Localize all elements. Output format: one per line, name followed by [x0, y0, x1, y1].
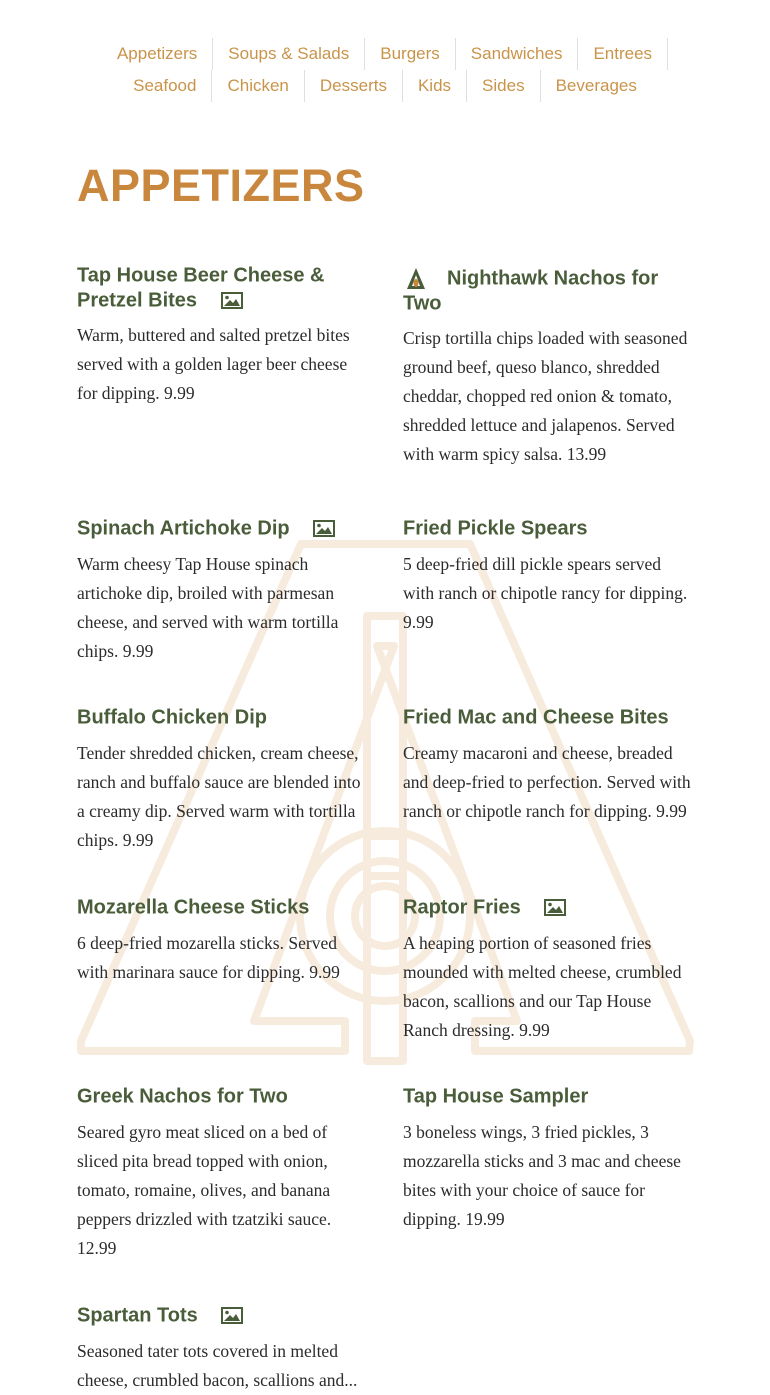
menu-item-name: Fried Mac and Cheese Bites	[403, 706, 669, 729]
menu-item-name: Spartan Tots	[77, 1304, 198, 1327]
menu-item	[77, 1084, 367, 1263]
menu-item-title	[77, 705, 367, 730]
menu-item-title	[403, 705, 693, 730]
menu-item-title	[77, 1303, 367, 1328]
menu-item-title	[403, 1084, 693, 1109]
image-icon[interactable]	[221, 292, 243, 309]
category-nav	[0, 38, 770, 102]
menu-item-description: 5 deep-fried dill pickle spears served with ranch or chipotle rancy for dipping. 9.99	[403, 553, 688, 632]
menu-item-description: 3 boneless wings, 3 fried pickles, 3 mozzarella sticks and 3 mac and cheese bites with your choice of sauce for dipping. 19.99	[403, 1121, 681, 1229]
menu-item-name: Fried Pickle Spears	[403, 517, 588, 540]
menu-item-name: Nighthawk Nachos for Two	[403, 267, 659, 315]
menu-item	[77, 516, 367, 666]
menu-item-name: Buffalo Chicken Dip	[77, 706, 268, 729]
image-icon[interactable]	[544, 899, 566, 916]
section-title: APPETIZERS	[77, 160, 365, 211]
menu-item-description: Warm cheesy Tap House spinach artichoke dip, broiled with parmesan cheese, and served with warm tortilla chips. 9.99	[77, 553, 339, 661]
menu-item-description: Seared gyro meat sliced on a bed of sliced pita bread topped with onion, tomato, romaine, olives, and banana peppers drizzled with tzatziki sauce. 12.99	[77, 1121, 332, 1258]
menu-item-name: Greek Nachos for Two	[77, 1085, 288, 1108]
menu-item	[77, 1303, 367, 1395]
menu-item	[77, 263, 367, 408]
image-icon[interactable]	[221, 1307, 243, 1324]
menu-item	[403, 895, 693, 1045]
menu-item-title	[77, 263, 367, 312]
menu-item	[77, 705, 367, 855]
menu-item	[403, 1084, 693, 1234]
menu-item-title	[77, 895, 367, 920]
menu-item-title	[403, 266, 693, 315]
nav-row-1	[0, 38, 770, 70]
nav-sandwiches[interactable]: Sandwiches	[456, 38, 579, 70]
menu-item-name: Spinach Artichoke Dip	[77, 517, 290, 540]
menu-item-description: Tender shredded chicken, cream cheese, ranch and buffalo sauce are blended into a creamy dip. Served warm with tortilla chips. 9.99	[77, 742, 361, 850]
menu-item-name: Tap House Beer Cheese & Pretzel Bites	[77, 264, 325, 312]
nav-desserts[interactable]: Desserts	[305, 70, 403, 102]
menu-item	[403, 705, 693, 826]
menu-item-description: Crisp tortilla chips loaded with seasoned ground beef, queso blanco, shredded cheddar, chopped red onion & tomato, shredded lettuce and jalapenos. Served with warm spicy salsa. 13.99	[403, 328, 688, 465]
nav-sides[interactable]: Sides	[467, 70, 541, 102]
nav-entrees[interactable]: Entrees	[578, 38, 668, 70]
image-icon[interactable]	[313, 520, 335, 537]
nav-soups-salads[interactable]: Soups & Salads	[213, 38, 365, 70]
menu-item	[403, 266, 693, 469]
menu-item-description: Warm, buttered and salted pretzel bites served with a golden lager beer cheese for dipping. 9.99	[77, 325, 350, 404]
menu-item-title	[77, 1084, 367, 1109]
menu-item-description: Seasoned tater tots covered in melted cheese, crumbled bacon, scallions and...	[77, 1340, 358, 1390]
nav-row-2	[0, 70, 770, 102]
menu-item	[77, 895, 367, 987]
menu-item-title	[403, 516, 693, 541]
nav-beverages[interactable]: Beverages	[555, 76, 637, 95]
menu-item-name: Mozarella Cheese Sticks	[77, 896, 310, 919]
menu-item	[403, 516, 693, 637]
nav-seafood[interactable]: Seafood	[118, 70, 212, 102]
menu-item-name: Raptor Fries	[403, 896, 521, 919]
menu-item-title	[77, 516, 367, 541]
menu-item-title	[403, 895, 693, 920]
menu-item-name: Tap House Sampler	[403, 1085, 589, 1108]
nav-appetizers[interactable]: Appetizers	[102, 38, 213, 70]
menu-item-description: Creamy macaroni and cheese, breaded and deep-fried to perfection. Served with ranch or chipotle ranch for dipping. 9.99	[403, 742, 691, 821]
nav-burgers[interactable]: Burgers	[365, 38, 456, 70]
menu-item-description: A heaping portion of seasoned fries mounded with melted cheese, crumbled bacon, scallions and our Tap House Ranch dressing. 9.99	[403, 932, 682, 1040]
nav-chicken[interactable]: Chicken	[212, 70, 304, 102]
menu-item-description: 6 deep-fried mozarella sticks. Served with marinara sauce for dipping. 9.99	[77, 932, 340, 982]
leaf-icon	[403, 267, 429, 291]
nav-kids[interactable]: Kids	[403, 70, 467, 102]
